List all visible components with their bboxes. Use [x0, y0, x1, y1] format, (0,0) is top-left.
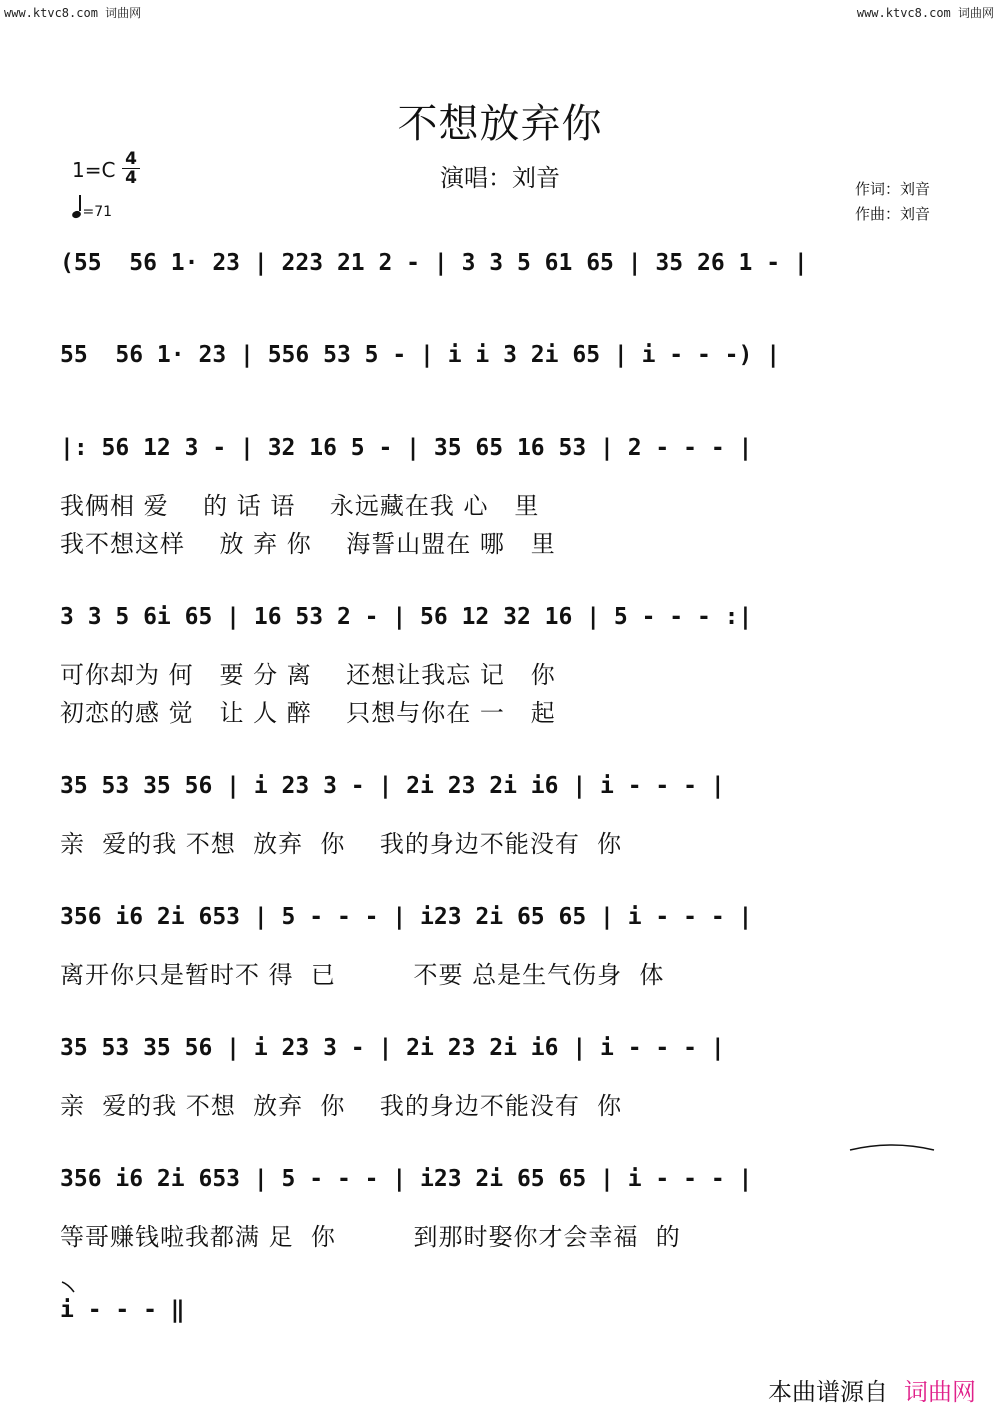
song-title: 不想放弃你: [397, 101, 603, 147]
lyric-line: 亲 爱的我 不想 放弃 你 我的身边不能没有 你: [60, 1092, 623, 1120]
tie-arc: [850, 1145, 934, 1150]
notes-line: 356 i6 2i 653 | 5 - - - | i23 2i 65 65 | i - - - |: [60, 1166, 753, 1192]
time-signature-top: 4: [125, 149, 137, 169]
lyric-line: 亲 爱的我 不想 放弃 你 我的身边不能没有 你: [60, 830, 623, 858]
watermark-right: www.ktvc8.com 词曲网: [856, 6, 994, 20]
footer-site-link[interactable]: 词曲网: [904, 1378, 976, 1406]
key-signature: 1=C: [72, 158, 116, 182]
lyric-line: 我俩相 爱 的 话 语 永远藏在我 心 里: [60, 492, 540, 520]
watermark-left: www.ktvc8.com 词曲网: [4, 6, 142, 20]
notes-line: 356 i6 2i 653 | 5 - - - | i23 2i 65 65 | i - - - |: [60, 904, 753, 930]
singer: 演唱：刘音: [440, 164, 560, 192]
lyric-line: 可你却为 何 要 分 离 还想让我忘 记 你: [60, 661, 556, 689]
notes-line: 3 3 5 6i 65 | 16 53 2 - | 56 12 32 16 | 5 - - - :|: [60, 604, 753, 630]
composer: 作曲：刘音: [854, 205, 930, 223]
lyric-line: 等哥赚钱啦我都满 足 你 到那时娶你才会幸福 的: [60, 1223, 681, 1251]
notes-line: 35 53 35 56 | i 23 3 - | 2i 23 2i i6 | i - - - |: [60, 1035, 725, 1061]
lyricist: 作词：刘音: [854, 180, 930, 198]
notes-line: 55 56 1· 23 | 556 53 5 - | i i 3 2i 65 | i - - -) |: [60, 342, 781, 368]
tie-arc: [62, 1282, 74, 1292]
time-signature-bottom: 4: [125, 168, 137, 188]
notes-line: 35 53 35 56 | i 23 3 - | 2i 23 2i i6 | i - - - |: [60, 773, 725, 799]
tempo-value: =71: [82, 204, 113, 220]
notes-line: (55 56 1· 23 | 223 21 2 - | 3 3 5 61 65 | 35 26 1 - |: [60, 250, 808, 276]
lyric-line: 离开你只是暂时不 得 已 不要 总是生气伤身 体: [60, 961, 665, 989]
footer-source-label: 本曲谱源自: [768, 1378, 888, 1406]
footer-source: [768, 1372, 976, 1407]
lyric-line: 初恋的感 觉 让 人 醉 只想与你在 一 起: [60, 699, 556, 727]
notes-line: |: 56 12 3 - | 32 16 5 - | 35 65 16 53 | 2 - - - |: [60, 435, 753, 461]
notes-line: i - - - ‖: [60, 1297, 185, 1323]
lyric-line: 我不想这样 放 弃 你 海誓山盟在 哪 里: [60, 530, 556, 558]
